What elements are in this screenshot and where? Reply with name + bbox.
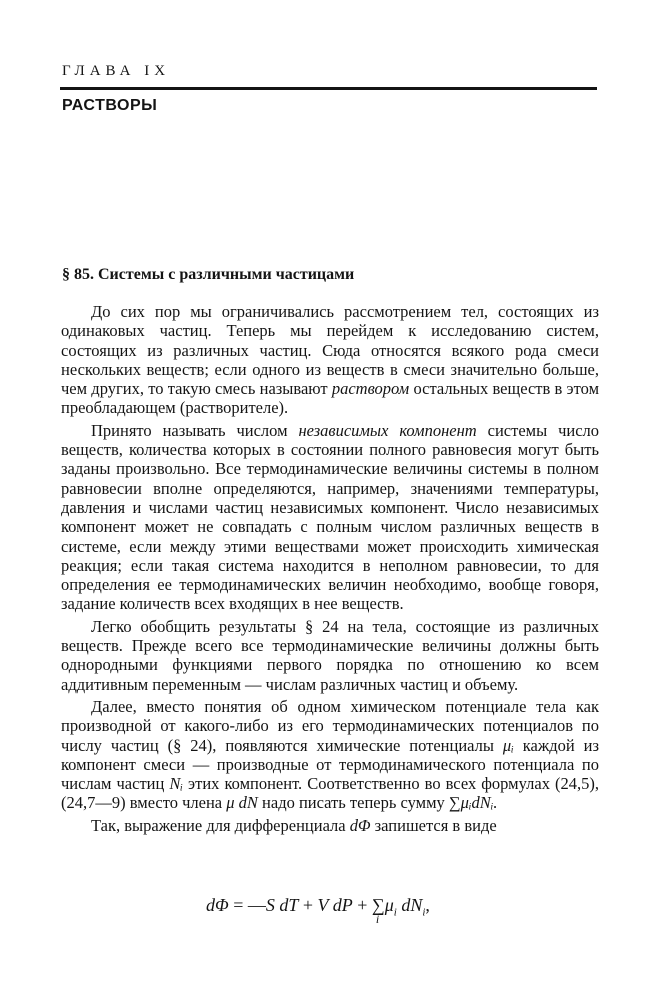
mu-dn-term: μ dN — [226, 793, 258, 813]
chemical-potential-symbol: μᵢ — [502, 735, 514, 755]
formula-d-phi: dΦ = —S dT + V dP + ∑ i $\mu_i$ $dN_i$, — [206, 895, 430, 926]
term-independent-components: независимых компонент — [298, 420, 477, 440]
summation-sign: ∑ i — [371, 895, 385, 926]
d-phi-symbol: dΦ — [349, 815, 371, 835]
header-rule — [60, 87, 597, 90]
term-solution: раствором — [331, 379, 410, 399]
paragraph-3: Легко обобщить результаты § 24 на тела, состоящие из различных веществ. Прежде всего все термодинамические величины должны быть однородными функциями первого порядка по отношению ко всем аддитивным переменным — числам различных частиц и объему. — [61, 616, 599, 694]
chapter-label: ГЛАВА IX — [62, 63, 171, 79]
paragraph-4: Далее, вместо понятия об одном химическом потенциале тела как производной от какого-либо из его термодинамических потенциалов по числу частиц (§ 24), появляются химические потенциалы μᵢ каждой из компонент смеси — производные от термодинамического потенциала по числам частиц Nᵢ этих компонент. Соответственно во всех формулах (24,5), (24,7—9) вместо члена μ dN надо писать теперь сумму ∑μᵢdNᵢ. — [61, 696, 599, 813]
body-text — [61, 302, 599, 835]
sum-term: ∑μᵢdNᵢ. — [448, 793, 498, 813]
section-heading: § 85. Системы с различными частицами — [62, 266, 355, 283]
paragraph-1: До сих пор мы ограничивались рассмотрением тел, состоящих из одинаковых частиц. Теперь мы перейдем к исследованию систем, состоящих из различных частиц. Сюда относятся всякого рода смеси нескольких веществ; если одного из веществ в смеси значительно больше, чем других, то такую смесь называют раствором остальных веществ в этом преобладающем (растворителе). — [61, 302, 600, 418]
paragraph-5: Так, выражение для дифференциала dΦ запишется в виде — [91, 815, 497, 835]
particle-number-symbol: Nᵢ — [169, 774, 183, 794]
chapter-title: РАСТВОРЫ — [62, 97, 158, 114]
paragraph-2: Принято называть числом независимых компонент системы число веществ, количества которых в состоянии полного равновесия могут быть заданы произвольно. Все термодинамические величины системы в полном равновесии вполне определяются, например, значениями температуры, давления и числами частиц независимых компонент. Число независимых компонент может не совпадать с полным числом различных веществ в системе, если между этими веществами может происходить химическая реакция; если такая система находится в неполном равновесии, то для определения ее термодинамических величин необходимо, вообще говоря, задание количеств всех входящих в нее веществ. — [61, 420, 600, 614]
